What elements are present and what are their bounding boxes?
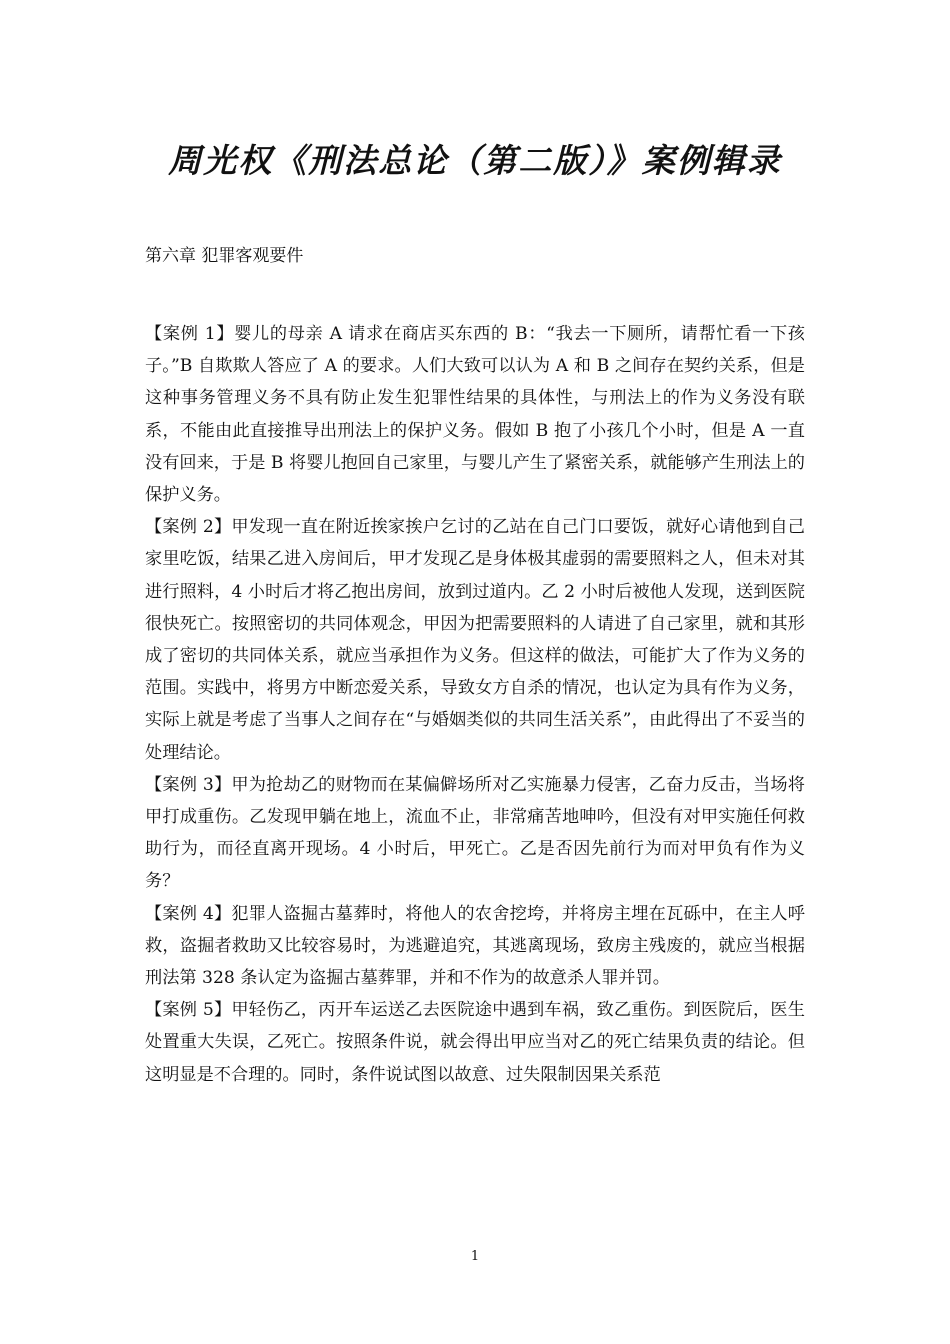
case-text: 甲为抢劫乙的财物而在某偏僻场所对乙实施暴力侵害，乙奋力反击，当场将甲打成重伤。乙发现甲躺在地上，流血不止，非常痛苦地呻吟，但没有对甲实施任何救助行为，而径直离开现场。4 小时后，甲死亡。乙是否因先前行为而对甲负有作为义务？ xyxy=(145,774,805,892)
case-paragraph-2 xyxy=(145,511,805,769)
case-label: 【案例 4】 xyxy=(145,903,232,924)
case-label: 【案例 5】 xyxy=(145,1000,232,1021)
case-text: 甲轻伤乙，丙开车运送乙去医院途中遇到车祸，致乙重伤。到医院后，医生处置重大失误，乙死亡。按照条件说，就会得出甲应当对乙的死亡结果负责的结论。但这明显是不合理的。同时，条件说试图以故意、过失限制因果关系范 xyxy=(145,1000,805,1085)
page-number: 1 xyxy=(470,1249,480,1264)
case-paragraph-3 xyxy=(145,769,805,898)
case-label: 【案例 3】 xyxy=(145,774,232,795)
case-paragraph-4 xyxy=(145,898,805,995)
case-paragraph-1 xyxy=(145,318,805,511)
page-title: 周光权《刑法总论（第二版）》案例辑录 xyxy=(168,141,782,180)
case-text: 甲发现一直在附近挨家挨户乞讨的乙站在自己门口要饭，就好心请他到自己家里吃饭，结果乙进入房间后，甲才发现乙是身体极其虚弱的需要照料之人，但未对其进行照料，4 小时后才将乙抱出房间，放到过道内。乙 2 小时后被他人发现，送到医院很快死亡。按照密切的共同体观念，甲因为把需要照料的人请进了自己家里，就和其形成了密切的共同体关系，就应当承担作为义务。但这样的做法，可能扩大了作为义务的范围。实践中，将男方中断恋爱关系，导致女方自杀的情况，也认定为具有作为义务，实际上就是考虑了当事人之间存在“与婚姻类似的共同生活关系”，由此得出了不妥当的处理结论。 xyxy=(145,517,805,763)
case-label: 【案例 1】 xyxy=(145,324,235,344)
case-list xyxy=(145,318,805,1091)
case-paragraph-5 xyxy=(145,994,805,1091)
case-label: 【案例 2】 xyxy=(145,517,232,538)
case-text: 犯罪人盗掘古墓葬时，将他人的农舍挖垮，并将房主埋在瓦砾中，在主人呼救，盗掘者救助又比较容易时，为逃避追究，其逃离现场，致房主残废的，就应当根据刑法第 328 条认定为盗掘古墓葬罪，并和不作为的故意杀人罪并罚。 xyxy=(145,903,805,989)
chapter-heading: 第六章 犯罪客观要件 xyxy=(145,246,304,266)
case-text: 婴儿的母亲 A 请求在商店买东西的 B：“我去一下厕所，请帮忙看一下孩子。”B 自欺欺人答应了 A 的要求。人们大致可以认为 A 和 B 之间存在契约关系，但是这种事务管理义务不具有防止发生犯罪性结果的具体性，与刑法上的作为义务没有联系，不能由此直接推导出刑法上的保护义务。假如 B 抱了小孩几个小时，但是 A 一直没有回来，于是 B 将婴儿抱回自己家里，与婴儿产生了紧密关系，就能够产生刑法上的保护义务。 xyxy=(145,324,805,506)
